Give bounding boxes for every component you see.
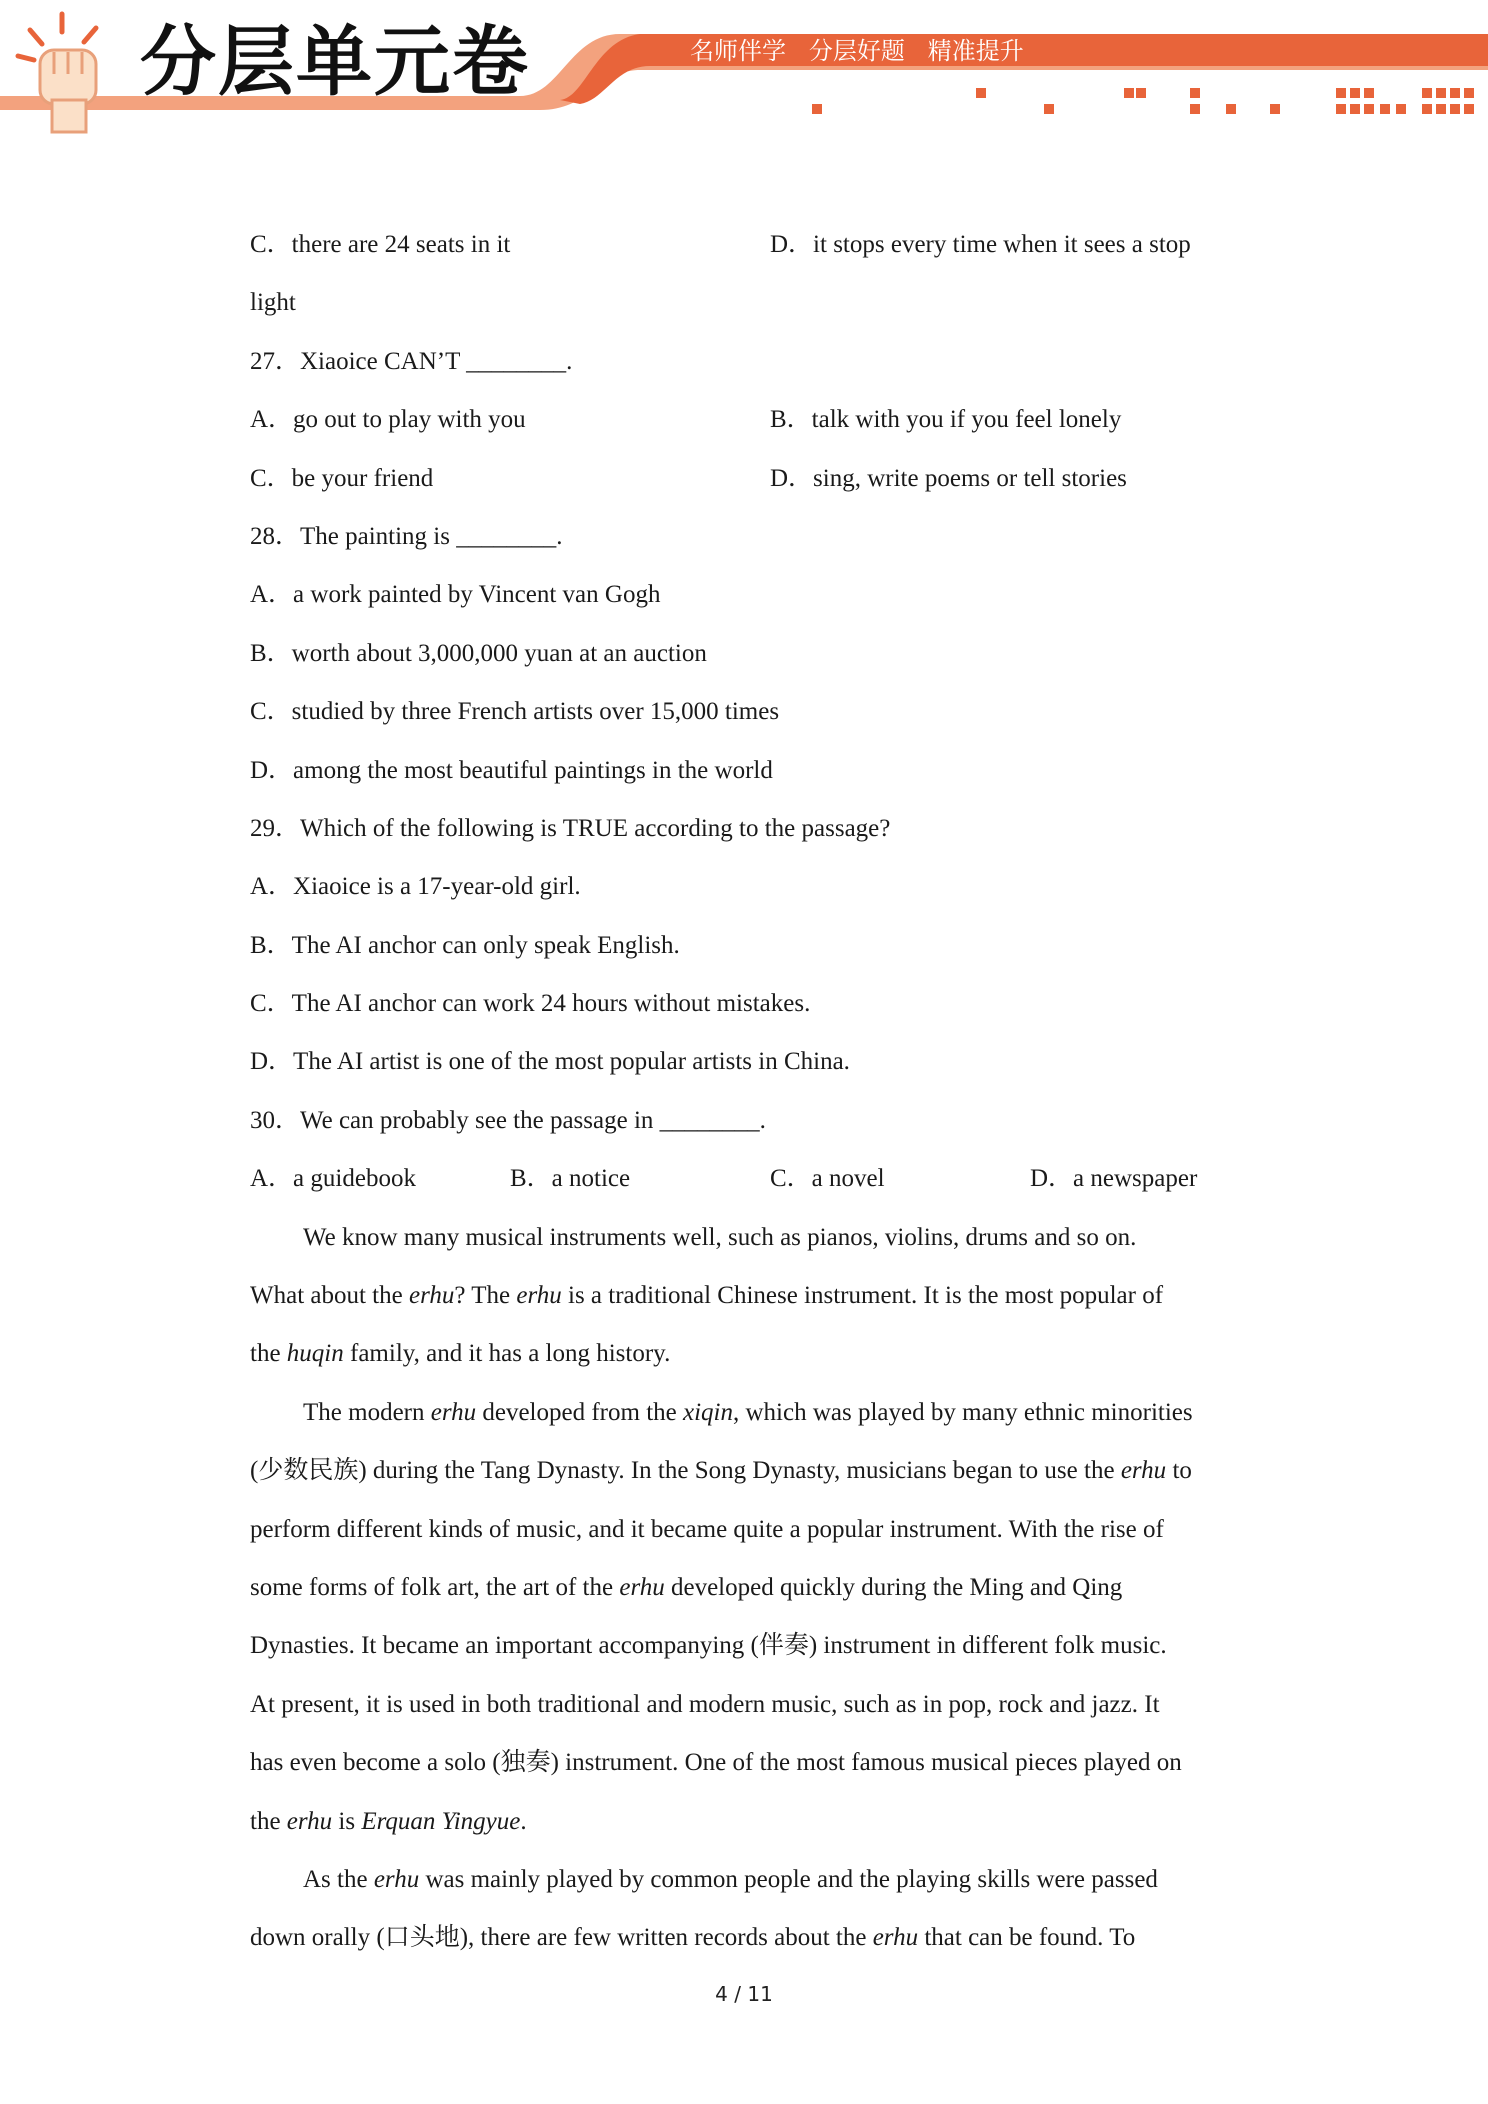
q26-option-d: D．it stops every time when it sees a stop (770, 231, 1191, 258)
p2-line4: some forms of folk art, the art of the erhu developed quickly during the Ming and Qing (250, 1573, 1123, 1601)
q27-options-ab (250, 391, 1250, 449)
fist-icon (0, 0, 120, 140)
p2-line1: The modern erhu developed from the xiqin, which was played by many ethnic minorities (303, 1398, 1193, 1426)
q29-option-a: A．Xiaoice is a 17-year-old girl. (250, 873, 581, 901)
brand-title: 分层单元卷 (140, 17, 530, 106)
p2-line6: At present, it is used in both traditional and modern music, such as in pop, rock and jazz. It (250, 1690, 1160, 1718)
p1-line2: What about the erhu? The erhu is a traditional Chinese instrument. It is the most popular of (250, 1282, 1164, 1310)
q30-option-a: A．a guidebook (250, 1165, 416, 1193)
q30-options (250, 1150, 1250, 1208)
q30-stem: 30．We can probably see the passage in ________. (250, 1106, 766, 1134)
p2-line3: perform different kinds of music, and it became quite a popular instrument. With the rise of (250, 1515, 1164, 1543)
q26-option-d-cont: light (250, 289, 296, 317)
p1-line1: We know many musical instruments well, such as pianos, violins, drums and so on. (303, 1223, 1137, 1251)
p2-line5: Dynasties. It became an important accompanying (伴奏) instrument in different folk music. (250, 1632, 1167, 1660)
q27-option-d: D．sing, write poems or tell stories (770, 464, 1127, 492)
p1-line3: the huqin family, and it has a long history. (250, 1340, 671, 1368)
p2-line8: the erhu is Erquan Yingyue. (250, 1807, 527, 1835)
q30-option-c: C．a novel (770, 1165, 885, 1193)
page-number: 4 / 11 (715, 1982, 773, 2006)
p2-line7: has even become a solo (独奏) instrument. One of the most famous musical pieces played on (250, 1749, 1182, 1777)
q27-option-b: B．talk with you if you feel lonely (770, 406, 1122, 434)
q30-option-d: D．a newspaper (1030, 1165, 1198, 1193)
page-content (250, 216, 1250, 1968)
q29-stem: 29．Which of the following is TRUE according to the passage? (250, 814, 891, 842)
q28-option-d: D．among the most beautiful paintings in the world (250, 756, 773, 784)
q28-option-c: C．studied by three French artists over 15,000 times (250, 698, 780, 726)
q29-option-c: C．The AI anchor can work 24 hours without mistakes. (250, 990, 811, 1018)
page-header (0, 0, 1488, 140)
q28-option-a: A．a work painted by Vincent van Gogh (250, 581, 661, 609)
q26-options-cd (250, 216, 1250, 274)
brand-slogan: 名师伴学 分层好题 精准提升 (690, 37, 1024, 65)
p2-line2: (少数民族) during the Tang Dynasty. In the Song Dynasty, musicians began to use the erhu to (250, 1457, 1192, 1485)
q28-option-b: B．worth about 3,000,000 yuan at an auction (250, 639, 707, 667)
q29-option-b: B．The AI anchor can only speak English. (250, 931, 680, 959)
q26-option-c: C．there are 24 seats in it (250, 231, 511, 258)
p3-line2: down orally (口头地), there are few written records about the erhu that can be found. To (250, 1924, 1136, 1952)
q29-option-d: D．The AI artist is one of the most popular artists in China. (250, 1048, 850, 1076)
q30-option-b: B．a notice (510, 1165, 631, 1193)
q27-option-a: A．go out to play with you (250, 406, 526, 434)
p3-line1: As the erhu was mainly played by common people and the playing skills were passed (303, 1865, 1158, 1893)
q27-stem: 27．Xiaoice CAN’T ________. (250, 347, 573, 375)
q28-stem: 28．The painting is ________. (250, 522, 563, 550)
q27-option-c: C．be your friend (250, 464, 434, 492)
q27-options-cd (250, 450, 1250, 508)
